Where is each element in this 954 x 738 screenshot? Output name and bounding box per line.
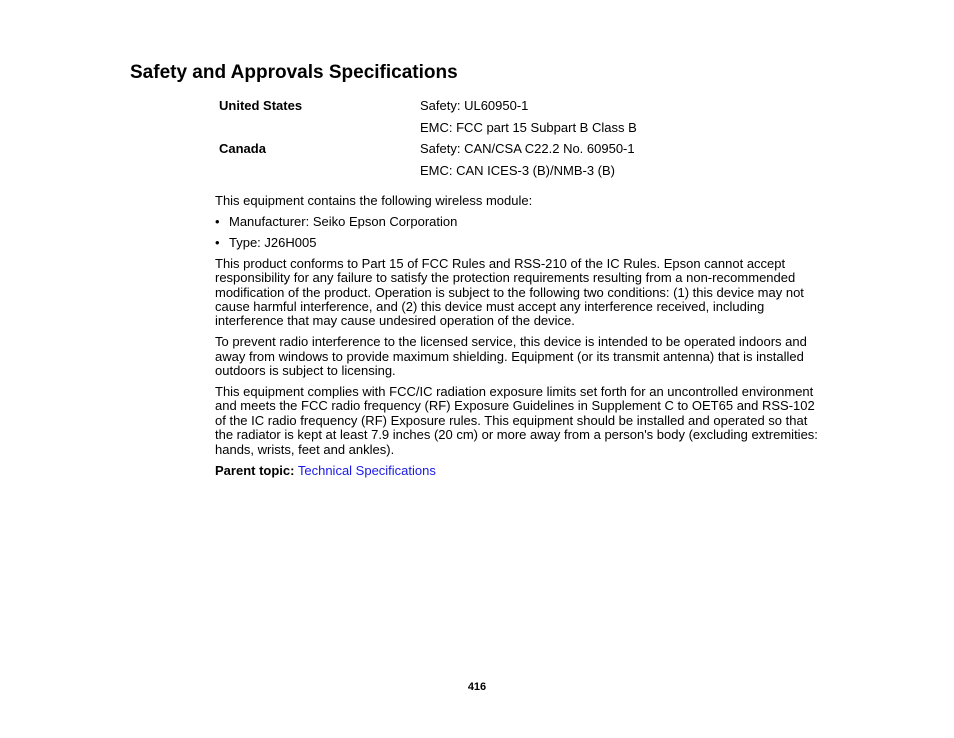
list-item-text: Type: J26H005 xyxy=(229,234,317,250)
bullet-icon: • xyxy=(215,213,220,229)
spec-row xyxy=(219,95,659,117)
spec-region-label: Canada xyxy=(219,141,266,156)
spec-value: Safety: UL60950-1 xyxy=(420,98,529,113)
spec-value: EMC: CAN ICES-3 (B)/NMB-3 (B) xyxy=(420,162,616,178)
spec-value: EMC: FCC part 15 Subpart B Class B xyxy=(420,119,637,135)
spec-region-label: United States xyxy=(219,98,303,113)
body-content xyxy=(215,194,827,484)
interference-paragraph: To prevent radio interference to the licensed service, this device is intended to be operated indoors and away from windows to provide maximum shielding. Equipment (or its transmit antenna) that is installed outdoors is subject to licensing. xyxy=(215,334,807,379)
exposure-paragraph: This equipment complies with FCC/IC radiation exposure limits set forth for an uncontrolled environment and meets the FCC radio frequency (RF) Exposure Guidelines in Supplement C to OET65 and RSS-102 of the IC radio frequency (RF) Exposure rules. This equipment should be installed and operated so that the radiator is kept at least 7.9 inches (20 cm) or more away from a person's body (excluding extremities: hands, wrists, feet and ankles). xyxy=(215,383,818,457)
spec-row xyxy=(219,160,659,182)
spec-row xyxy=(219,117,659,139)
parent-topic-label: Parent topic: xyxy=(215,462,295,478)
intro-paragraph: This equipment contains the following wireless module: xyxy=(215,193,533,208)
list-item-text: Manufacturer: Seiko Epson Corporation xyxy=(229,213,458,229)
list-item xyxy=(215,236,827,250)
spec-row xyxy=(219,138,659,160)
parent-topic xyxy=(215,464,827,478)
module-list xyxy=(215,215,827,250)
parent-topic-link[interactable]: Technical Specifications xyxy=(297,462,436,478)
bullet-icon: • xyxy=(215,234,220,250)
page-title: Safety and Approvals Specifications xyxy=(130,62,458,83)
spec-table xyxy=(219,95,659,181)
list-item xyxy=(215,215,827,229)
fcc-paragraph: This product conforms to Part 15 of FCC Rules and RSS-210 of the IC Rules. Epson cannot accept responsibility for any failure to satisfy the protection requirements resulting from a non-recommended modification of the product. Operation is subject to the following two conditions: (1) this device may not cause harmful interference, and (2) this device must accept any interference received, including interference that may cause undesired operation of the device. xyxy=(215,255,804,329)
page-number: 416 xyxy=(467,681,487,693)
spec-value: Safety: CAN/CSA C22.2 No. 60950-1 xyxy=(420,141,635,156)
